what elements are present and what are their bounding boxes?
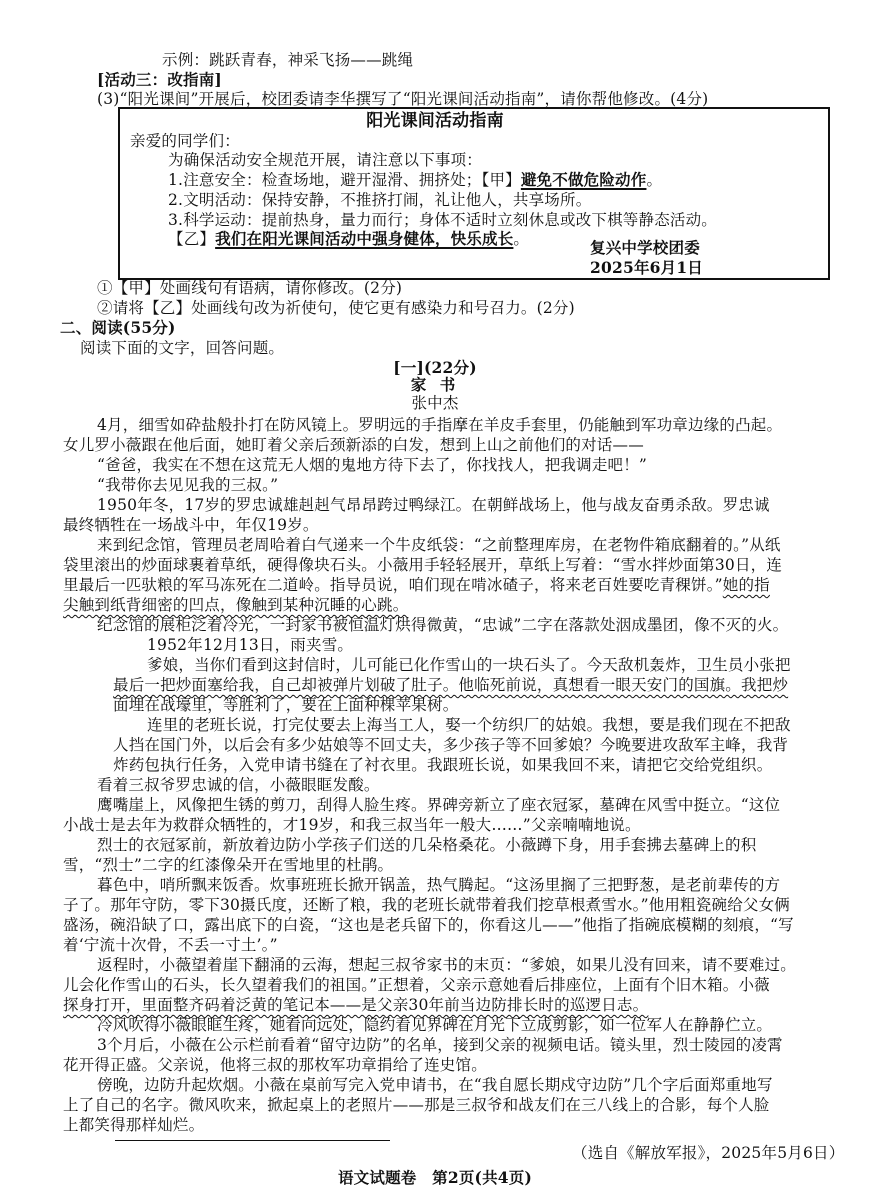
para-7-line-2: 子了。那年守防，零下30摄氏度，还断了粮，我的老班长就带着我们挖草根煮雪水。”他用粗瓷碗给父女俩 (63, 896, 791, 914)
letter-2-line-3: 炸药包执行任务，入党申请书缝在了衬衣里。我跟班长说，如果我回不来，请把它交给党组织。 (113, 756, 773, 774)
para-6-line-1: 烈士的衣冠冢前，新放着边防小学孩子们送的几朵格桑花。小薇蹲下身，用手套拂去墓碑上的积 (97, 836, 757, 854)
para-10-line-1: 3个月后，小薇在公示栏前看着“留守边防”的名单，接到父亲的视频电话。镜头里，烈士陵园的凌霄 (97, 1036, 783, 1054)
letter-1-line-1: 爹娘，当你们看到这封信时，儿可能已化作雪山的一块石头了。今天敌机轰炸，卫生员小张把 (147, 656, 791, 674)
article-author: 张中杰 (411, 394, 459, 412)
dialogue-a: “爸爸，我实在不想在这荒无人烟的鬼地方待下去了，你找找人，把我调走吧！” (97, 456, 648, 474)
para-5-line-1: 鹰嘴崖上，风像把生锈的剪刀，刮得人脸生疼。界碑旁新立了座衣冠冢，墓碑在风雪中挺立。“这位 (97, 796, 781, 814)
guide-item-2: 2.文明活动：保持安静，不推挤打闹，礼让他人，共享场所。 (168, 191, 592, 209)
para-3-line-3-text: 里最后一匹驮粮的军马冻死在二道岭。指导员说，咱们现在啃冰碴子，将来老百姓要吃青稞饼。” (63, 576, 723, 594)
para-after-letter: 看着三叔爷罗忠诚的信，小薇眼眶发酸。 (97, 776, 380, 794)
footnote-rule (115, 1140, 390, 1141)
guide-date: 2025年6月1日 (590, 258, 704, 277)
article-title: 家 书 (410, 375, 460, 394)
letter-date: 1952年12月13日，雨夹雪。 (147, 636, 354, 654)
source-citation: （选自《解放军报》，2025年5月6日） (572, 1144, 845, 1162)
letter-1-line-3: 面埋在战壕里，等胜利了，要在上面种棵苹果树。 (113, 696, 459, 714)
para-7-line-3: 盛汤，碗沿缺了口，露出底下的白瓷，“这也是老兵留下的，你看这儿——”他指了指碗底模糊的刻痕，“写 (63, 916, 794, 934)
guide-yi (168, 229, 529, 249)
activity3-title: [活动三：改指南] (97, 70, 222, 89)
para-3-line-1: 来到纪念馆，管理员老周哈着白气递来一个牛皮纸袋：“之前整理库房，在老物件箱底翻着的。”从纸 (97, 536, 781, 554)
para-11-line-1: 傍晚，边防升起炊烟。小薇在桌前写完入党申请书，在“我自愿长期戍守边防”几个字后面郑重地写 (97, 1076, 773, 1094)
q3-prompt: (3)“阳光课间”开展后，校团委请李华撰写了“阳光课间活动指南”，请你帮他修改。(4分) (97, 90, 709, 108)
guide-title: 阳光课间活动指南 (366, 111, 504, 131)
example-text: 示例：跳跃青春，神采飞扬——跳绳 (162, 51, 414, 69)
para-1-line-1: 4月，细雪如砕盐般扑打在防风镜上。罗明远的手指摩在羊皮手套里，仍能触到军功章边缘的凸起。 (97, 416, 783, 434)
letter-wavy-line: 最后一把炒面塞给我，自己却被弹片划破了肚子。他临死前说，真想看一眼天安门的国旗。我把炒 (113, 676, 789, 694)
para-11-line-3: 上都笑得那样灿烂。 (63, 1116, 205, 1134)
reading-instruction: 阅读下面的文字，回答问题。 (80, 339, 285, 357)
guide-item-1 (168, 170, 662, 190)
para-1-line-2: 女儿罗小薇跟在他后面，她盯着父亲后颈新添的白发，想到上山之前他们的对话—— (63, 436, 644, 454)
reading-section-title: 二、阅读(55分) (60, 318, 176, 337)
para-3-line-2: 袋里滚出的炒面球裹着草纸，硬得像块石头。小薇用手轻轻展开，草纸上写着：“雪水拌炒面第30日，连 (63, 556, 783, 574)
letter-2-line-1: 连里的老班长说，打完仗要去上海当工人，娶一个纺织厂的姑娘。我想，要是我们现在不把敌 (147, 716, 791, 734)
guide-jia-underlined: 避免不做危险动作 (520, 170, 647, 189)
para-2-line-1: 1950年冬，17岁的罗忠诚雄赳赳气昂昂跨过鸭绿江。在朝鲜战场上，他与战友奋勇杀敌。罗忠诚 (97, 496, 770, 514)
guide-signature: 复兴中学校团委 (590, 238, 700, 257)
para-7-line-4: 着‘宁流十次骨，不丢一寸土’。” (63, 936, 278, 954)
para-2-line-2: 最终牺牲在一场战斗中，年仅19岁。 (63, 516, 319, 534)
part-label: [一](22分) (393, 358, 477, 377)
para-3-wavy-start: 她的指 (722, 576, 770, 594)
guide-item-1-prefix: 1.注意安全：检查场地，避开湿滑、拥挤处；【甲】 (168, 171, 521, 189)
guide-item-1-suffix: 。 (646, 171, 663, 189)
guide-intro: 为确保活动安全规范开展，请注意以下事项： (168, 151, 483, 169)
letter-1-line-2 (113, 675, 788, 695)
para-10-line-2: 花开得正盛。父亲说，他将三叔的那枚军功章捐给了连史馆。 (63, 1056, 487, 1074)
guide-yi-suffix: 。 (513, 230, 530, 248)
para-7-line-1: 暮色中，哨所飘来饭香。炊事班班长掀开锅盖，热气腾起。“这汤里搁了三把野葱，是老前辈传的方 (97, 876, 781, 894)
para-8-line-1: 返程时，小薇望着崖下翻涌的云海，想起三叔爷家书的末页：“爹娘，如果儿没有回来，请不要难过。 (97, 956, 796, 974)
para-4: 纪念馆的展柜泛着冷光，一封家书被恒温灯烘得微黄，“忠诚”二字在落款处洇成墨团，像不灭的火。 (97, 616, 789, 634)
para-3-line-3 (63, 575, 770, 595)
para-6-line-2: 雪，“烈士”二字的红漆像朵开在雪地里的杜鹃。 (63, 856, 394, 874)
letter-2-line-2: 人挡在国门外，以后会有多少姑娘等不回丈夫，多少孩子等不回爹娘？今晚要进攻敌军主峰，我背 (113, 736, 789, 754)
para-8-line-3 (63, 995, 648, 1015)
question-1: ①【甲】处画线句有语病，请你修改。(2分) (97, 279, 403, 297)
para-9: 冷风吹得小薇眼眶生疼，她看向远处，隐约看见界碑在月光下立成剪影，如一位军人在静静伫立。 (97, 1016, 773, 1034)
dialogue-b: “我带你去见见我的三叔。” (97, 476, 279, 494)
guide-item-3: 3.科学运动：提前热身，量力而行；身体不适时立刻休息或改下棋等静态活动。 (168, 211, 717, 229)
para-11-line-2: 上了自己的名字。微风吹来，掀起桌上的老照片——那是三叔爷和战友们在三八线上的合影，每个人脸 (63, 1096, 770, 1114)
guide-yi-underlined: 我们在阳光课间活动中强身健体，快乐成长 (215, 229, 514, 248)
page-number: 语文试题卷 第2页(共4页) (337, 1168, 533, 1187)
para-5-line-2: 小战士是去年为救群众牺牲的，才19岁，和我三叔当年一般大……”父亲喃喃地说。 (63, 816, 641, 834)
guide-greeting: 亲爱的同学们： (130, 132, 240, 150)
para-3-line-4 (63, 595, 408, 615)
para-3-wavy-end: 尖触到纸背细密的凹点，像触到某种沉睡的心跳。 (63, 596, 409, 614)
question-2: ②请将【乙】处画线句改为祈使句，使它更有感染力和号召力。(2分) (97, 299, 575, 317)
para-8-line-2: 儿会化作雪山的石头，长久望着我们的祖国。”正想着，父亲示意她看后排座位，上面有个旧木箱。小薇 (63, 976, 770, 994)
guide-yi-prefix: 【乙】 (168, 230, 216, 248)
para-8-wavy: 探身打开，里面整齐码着泛黄的笔记本——是父亲30年前当边防排长时的巡逻日志。 (63, 996, 649, 1014)
